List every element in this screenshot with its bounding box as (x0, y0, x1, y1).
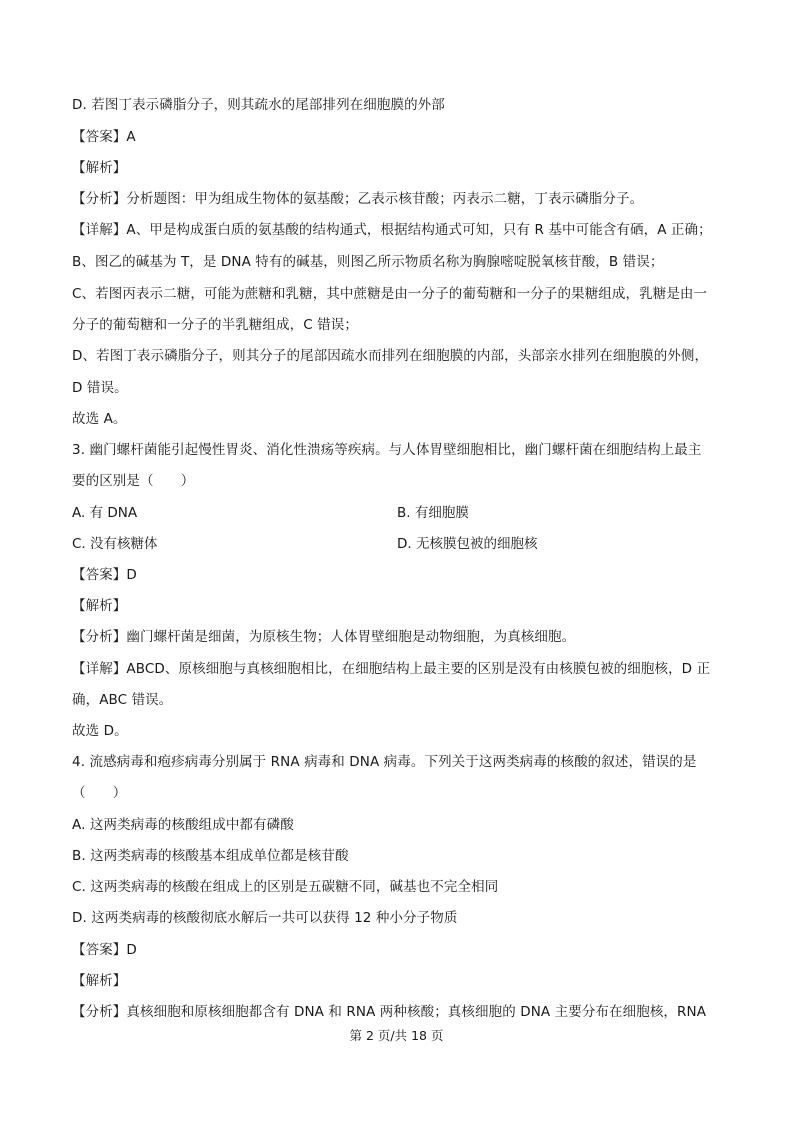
text-line: 【详解】ABCD、原核细胞与真核细胞相比，在细胞结构上最主要的区别是没有由核膜包被的细胞核，D 正 (72, 661, 711, 677)
answer-label: 【答案】D (72, 942, 137, 958)
answer-label: 【答案】A (72, 129, 136, 145)
q3-option-b: B. 有细胞膜 (397, 505, 469, 521)
text-line: 分子的葡萄糖和一分子的半乳糖组成，C 错误； (72, 317, 358, 333)
question-3-stem: 3. 幽门螺杆菌能引起慢性胃炎、消化性溃疡等疾病。与人体胃壁细胞相比，幽门螺杆菌在细胞结构上最主 (72, 442, 702, 458)
text-line: C、若图丙表示二糖，可能为蔗糖和乳糖，其中蔗糖是由一分子的葡萄糖和一分子的果糖组成，乳糖是由一 (72, 286, 708, 302)
text-line: 【分析】真核细胞和原核细胞都含有 DNA 和 RNA 两种核酸；真核细胞的 DNA 主要分布在细胞核，RNA (72, 1004, 707, 1020)
text-line: D. 若图丁表示磷脂分子，则其疏水的尾部排列在细胞膜的外部 (72, 97, 445, 113)
q4-option-c: C. 这两类病毒的核酸在组成上的区别是五碳糖不同，碱基也不完全相同 (72, 879, 499, 895)
q4-option-a: A. 这两类病毒的核酸组成中都有磷酸 (72, 817, 294, 833)
q3-option-a: A. 有 DNA (72, 505, 138, 521)
question-3-stem: 要的区别是（ ） (72, 473, 195, 489)
analysis-label: 【解析】 (72, 598, 127, 614)
text-line: 【分析】幽门螺杆菌是细菌，为原核生物；人体胃壁细胞是动物细胞，为真核细胞。 (72, 629, 576, 645)
q4-option-b: B. 这两类病毒的核酸基本组成单位都是核苷酸 (72, 848, 349, 864)
text-line: 【详解】A、甲是构成蛋白质的氨基酸的结构通式，根据结构通式可知，只有 R 基中可能含有硒，A 正确； (72, 222, 712, 238)
question-4-stem: 4. 流感病毒和疱疹病毒分别属于 RNA 病毒和 DNA 病毒。下列关于这两类病毒的核酸的叙述，错误的是 (72, 754, 697, 770)
q4-option-d: D. 这两类病毒的核酸彻底水解后一共可以获得 12 种小分子物质 (72, 910, 458, 926)
question-4-stem: （ ） (72, 785, 127, 801)
q3-option-d: D. 无核膜包被的细胞核 (397, 536, 538, 552)
analysis-label: 【解析】 (72, 160, 127, 176)
analysis-label: 【解析】 (72, 973, 127, 989)
q3-option-c: C. 没有核糖体 (72, 536, 158, 552)
text-line: 故选 D。 (72, 723, 128, 739)
text-line: 【分析】分析题图：甲为组成生物体的氨基酸；乙表示核苷酸；丙表示二糖，丁表示磷脂分子。 (72, 191, 644, 207)
text-line: B、图乙的碱基为 T，是 DNA 特有的碱基，则图乙所示物质名称为胸腺嘧啶脱氧核苷酸，B 错误； (72, 254, 664, 270)
text-line: D 错误。 (72, 380, 128, 396)
text-line: D、若图丁表示磷脂分子，则其分子的尾部因疏水而排列在细胞膜的内部，头部亲水排列在细胞膜的外侧， (72, 348, 709, 364)
page-footer: 第 2 页/共 18 页 (349, 1028, 444, 1043)
text-line: 确，ABC 错误。 (72, 692, 173, 708)
text-line: 故选 A。 (72, 411, 127, 427)
answer-label: 【答案】D (72, 567, 137, 583)
